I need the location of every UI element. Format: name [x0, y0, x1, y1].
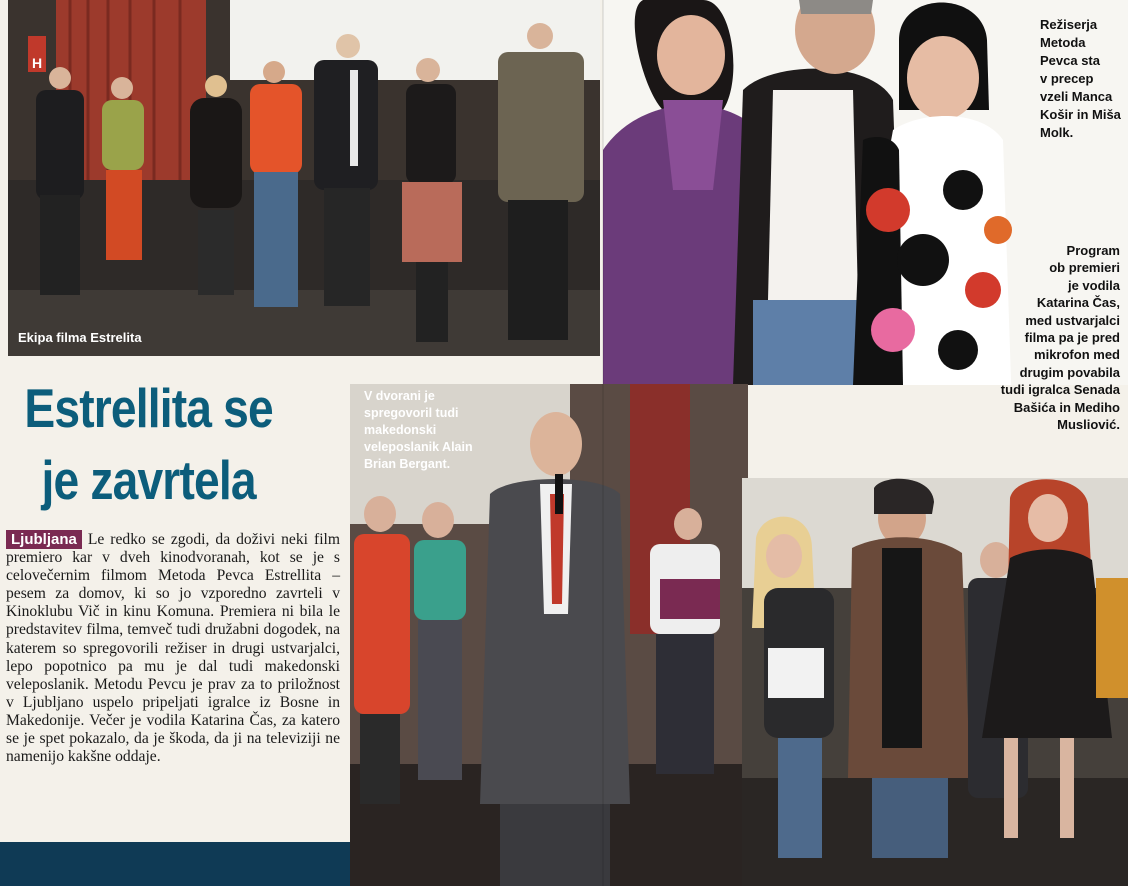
article-body-block	[6, 531, 340, 766]
caption-program-host: Program ob premieri je vodila Katarina Čas, med ustvarjalci filma pa je pred mikrofon med drugim povabila tudi igralca Senada Bašića in Mediho Musliović.	[1000, 243, 1120, 433]
bottom-color-band	[0, 842, 350, 886]
photo-actors-on-stage-image	[742, 478, 1128, 886]
article-headline: Estrellita se je zavrtela	[24, 377, 273, 511]
caption-ambassador: V dvorani je spregovoril tudi makedonski veleposlanik Alain Brian Bergant.	[364, 389, 473, 471]
photo-film-crew	[8, 0, 600, 356]
exit-sign-text: H	[31, 55, 43, 71]
photo-actors-on-stage	[742, 478, 1128, 886]
caption-film-crew: Ekipa filma Estrelita	[18, 330, 142, 345]
city-badge: Ljubljana	[6, 530, 82, 549]
page-fold-line	[602, 0, 604, 886]
article-body: Le redko se zgodi, da doživi neki film premiero kar v dveh kinodvoranah, kot se je s celovečernim filmom Metoda Pevca Estrellita – pesem za domov, ki so jo vzporedno zavrteli v Kinoklubu Vič in kinu Komuna. Premiera ni bila le predstavitev filma, temveč tudi družabni dogodek, na katerem so spregovorili režiser in drugi ustvarjalci, lepo popotnico pa mu je dal tudi makedonski veleposlanik. Metodu Pevcu je prav za to priložnost v Ljubljano uspelo pripeljati igralce iz Bosne in Makedonije. Večer je vodila Katarina Čas, za katero se je spet pokazalo, da je škoda, da ji na televiziji ne namenijo kakšne oddaje.	[6, 531, 340, 766]
caption-director-and-actresses: Režiserja Metoda Pevca sta v precep vzeli Manca Košir in Miša Molk.	[1040, 17, 1121, 140]
photo-film-crew-image	[8, 0, 600, 356]
